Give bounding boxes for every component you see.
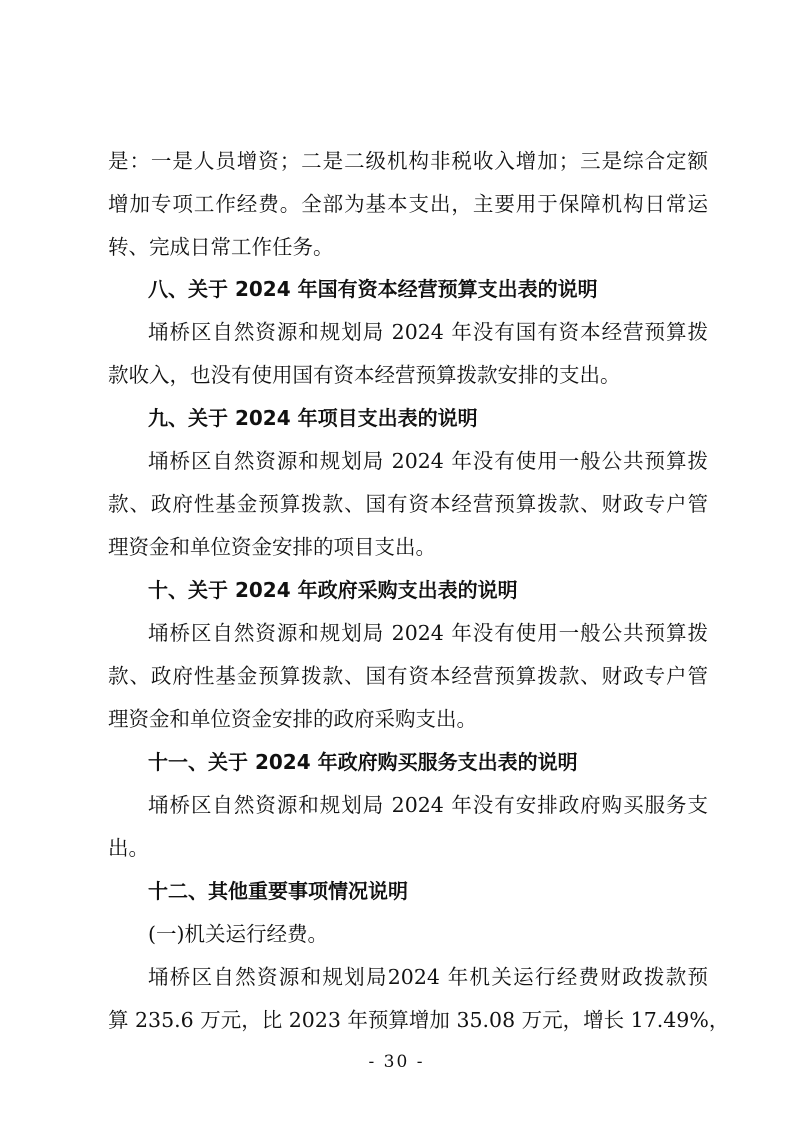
body-line: 埇桥区自然资源和规划局 2024 年没有安排政府购买服务支 — [148, 793, 708, 817]
section-heading: 八、关于 2024 年国有资本经营预算支出表的说明 — [148, 277, 598, 301]
section-heading: 十、关于 2024 年政府采购支出表的说明 — [148, 578, 518, 602]
page-number: - 30 - — [368, 1052, 425, 1072]
body-line: 出。 — [108, 836, 149, 860]
body-line: 款、政府性基金预算拨款、国有资本经营预算拨款、财政专户管 — [108, 664, 708, 688]
body-line: 增加专项工作经费。全部为基本支出，主要用于保障机构日常运 — [108, 192, 708, 216]
body-line: 转、完成日常工作任务。 — [108, 235, 334, 259]
body-line: 款收入，也没有使用国有资本经营预算拨款安排的支出。 — [108, 363, 621, 387]
body-line: 理资金和单位资金安排的项目支出。 — [108, 535, 436, 559]
body-line: 埇桥区自然资源和规划局 2024 年没有国有资本经营预算拨 — [148, 320, 708, 344]
body-line: 埇桥区自然资源和规划局 2024 年没有使用一般公共预算拨 — [148, 621, 708, 645]
body-line: 款、政府性基金预算拨款、国有资本经营预算拨款、财政专户管 — [108, 492, 708, 516]
section-heading: 十一、关于 2024 年政府购买服务支出表的说明 — [148, 750, 578, 774]
body-line: 埇桥区自然资源和规划局 2024 年没有使用一般公共预算拨 — [148, 449, 708, 473]
section-heading: 十二、其他重要事项情况说明 — [148, 879, 408, 903]
body-line: (一)机关运行经费。 — [148, 922, 328, 946]
body-line: 理资金和单位资金安排的政府采购支出。 — [108, 707, 477, 731]
body-line: 算 235.6 万元，比 2023 年预算增加 35.08 万元，增长 17.49%， — [108, 1008, 730, 1032]
body-line: 是：一是人员增资；二是二级机构非税收入增加；三是综合定额 — [108, 149, 708, 173]
section-heading: 九、关于 2024 年项目支出表的说明 — [148, 406, 478, 430]
body-line: 埇桥区自然资源和规划局2024 年机关运行经费财政拨款预 — [148, 965, 708, 989]
